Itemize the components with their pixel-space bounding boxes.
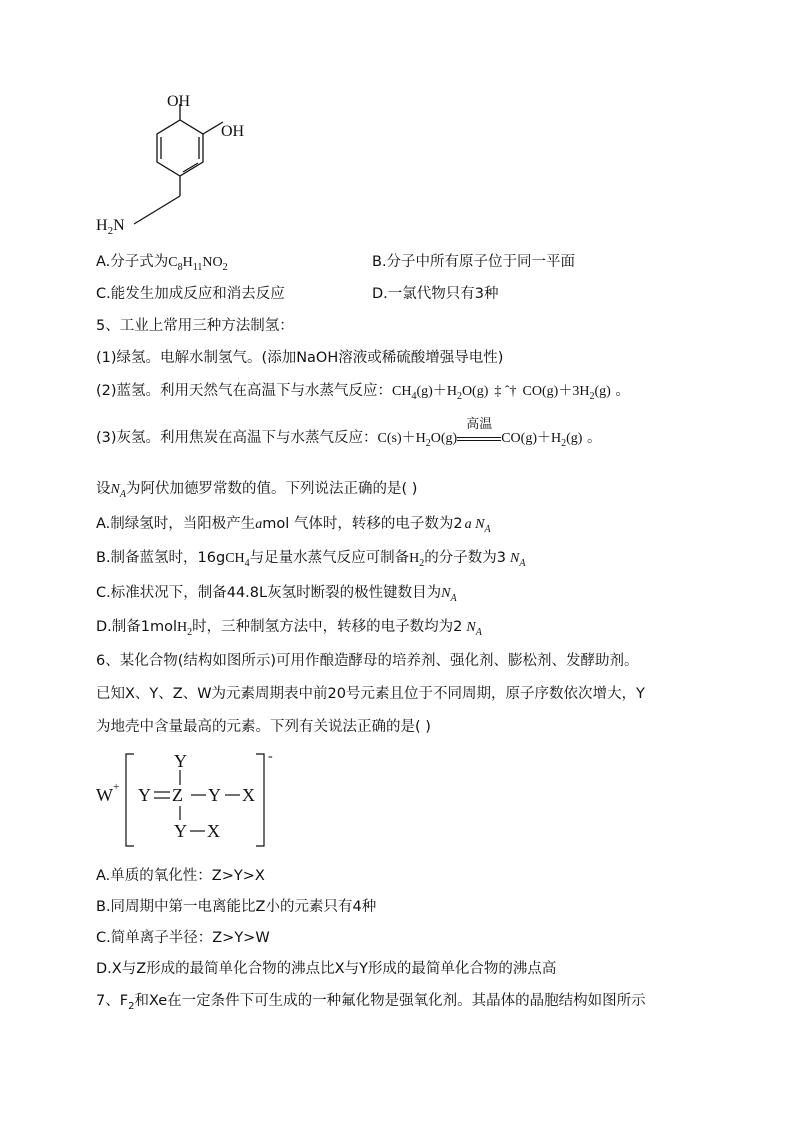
- q6-stem-line-1: 6、某化合物(结构如图所示)可用作酿造酵母的培养剂、强化剂、膨松剂、发酵助剂。: [96, 653, 639, 669]
- q5-method-3: (3)灰氢。利用焦炭在高温下与水蒸气反应：$C(s)+H_2O(g)$ 高温 $CO(g)+H_2(g)$ 。: [96, 417, 602, 449]
- struct-y-left: Y: [138, 785, 151, 805]
- q4-option-c[interactable]: C.能发生加成反应和消去反应: [96, 286, 285, 302]
- struct-x-right: X: [242, 785, 255, 805]
- q6-stem-line-3: 为地壳中含量最高的元素。下列有关说法正确的是( ): [96, 719, 431, 735]
- q4-option-a[interactable]: A.分子式为$C_8H_{11}NO_2$: [96, 254, 228, 273]
- q6-stem-line-2: 已知X、Y、Z、W为元素周期表中前20号元素且位于不同周期，原子序数依次增大，Y: [96, 686, 645, 702]
- nh2-label: $H_2N$: [96, 217, 125, 237]
- struct-y-right: Y: [208, 785, 221, 805]
- q5-option-a[interactable]: A.制绿氢时，当阳极产生amol 气体时，转移的电子数为2 a $N_A$: [96, 516, 491, 535]
- q4-option-d[interactable]: D.一氯代物只有3种: [372, 286, 499, 302]
- reaction-condition: 高温: [466, 417, 493, 432]
- q6-structure-diagram: [92, 748, 292, 852]
- q5-option-c[interactable]: C.标准状况下，制备44.8L灰氢时断裂的极性键数目为$N_A$: [96, 585, 457, 604]
- struct-plus: +: [113, 781, 120, 793]
- q5-stem: 5、工业上常用三种方法制氢：: [96, 318, 294, 334]
- q6-option-b[interactable]: B.同周期中第一电离能比Z小的元素只有4种: [96, 899, 377, 915]
- oh-top-label: OH: [167, 93, 191, 110]
- q5-method-2: (2)蓝氢。利用天然气在高温下与水蒸气反应：$CH_4(g)+H_2O(g)$ ‡ ˆ† $CO(g)+3H_2(g)$ 。: [96, 383, 630, 402]
- struct-z: Z: [172, 785, 183, 805]
- q5-option-d[interactable]: D.制备1molH$_2$时，三种制氢方法中，转移的电子数均为2 $N_A$: [96, 619, 482, 638]
- struct-y-bottom: Y: [174, 821, 187, 841]
- struct-w: W: [96, 785, 113, 805]
- struct-minus: -: [268, 749, 273, 764]
- oh-right-label: OH: [221, 123, 245, 140]
- struct-y-top: Y: [174, 751, 187, 771]
- struct-x-bottom: X: [207, 821, 220, 841]
- q5-method-1: (1)绿氢。电解水制氢气。(添加NaOH溶液或稀硫酸增强导电性): [96, 350, 504, 366]
- q5-option-b[interactable]: B.制备蓝氢时，16gCH$_4$与足量水蒸气反应可制备$H_2$的分子数为3 $N_A$: [96, 550, 526, 569]
- dopamine-structure: [90, 92, 270, 242]
- q4-option-b[interactable]: B.分子中所有原子位于同一平面: [372, 254, 576, 270]
- q6-option-a[interactable]: A.单质的氧化性：Z>Y>X: [96, 868, 265, 884]
- q6-option-d[interactable]: D.X与Z形成的最简单化合物的沸点比X与Y形成的最简单化合物的沸点高: [96, 961, 557, 977]
- q5-question: 设$N_A$为阿伏加德罗常数的值。下列说法正确的是( ): [96, 481, 418, 500]
- q4-formula: $C_8H_{11}NO_2$: [168, 255, 228, 273]
- q6-option-c[interactable]: C.简单离子半径：Z>Y>W: [96, 930, 270, 946]
- q7-stem: 7、$F_2$和Xe在一定条件下可生成的一种氟化物是强氧化剂。其晶体的晶胞结构如图所示: [96, 993, 646, 1012]
- equilibrium-arrow-icon: ‡ ˆ†: [494, 384, 517, 399]
